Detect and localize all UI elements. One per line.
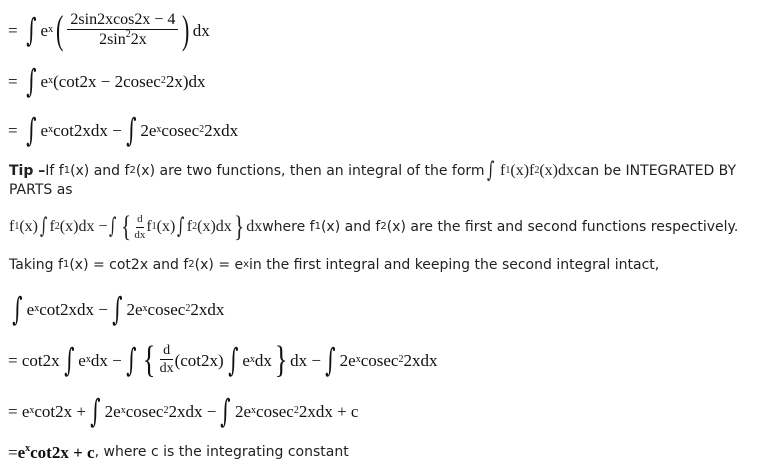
final-answer: $e^x\cot 2x + c$	[17, 442, 95, 462]
integral-sign: ∫	[227, 341, 239, 379]
integral-sign: ∫	[220, 392, 231, 430]
left-paren: (	[56, 7, 64, 52]
tip-line-1: Tip – If f 1 (x) and f 2 (x) are two functions, then an integral of the form ∫ f 1 (x)f 2 (x)dx can be INTEGRATED BY	[9, 158, 737, 183]
taking-line: Taking f 1 (x) = cot2x and f 2 (x) = e x in the first integral and keeping the second integral intact,	[9, 257, 660, 273]
tip-line-2: PARTS as	[9, 182, 73, 198]
integral-sign: ∫	[325, 341, 336, 379]
integral-sign: ∫	[125, 341, 137, 379]
integral-sign: ∫	[125, 111, 137, 149]
integral-sign: ∫	[63, 341, 75, 379]
equation-step-3: = e x cot2x + ∫ 2e x cosec 2 2xdx − ∫ 2e x cosec 2 2xdx + c	[8, 392, 359, 430]
integral-sign: ∫	[12, 290, 23, 328]
dx: dx	[192, 20, 210, 40]
tip-formula: ∫ f 1 (x)f 2 (x)dx	[486, 158, 574, 183]
tip-label: Tip –	[9, 162, 46, 179]
equation-step-1: ∫ e x cot2xdx − ∫ 2e x cosec 2 2xdx	[12, 290, 225, 328]
integral-sign: ∫	[26, 11, 37, 49]
right-paren: )	[182, 7, 190, 52]
integral-sign: ∫	[90, 392, 101, 430]
integral-sign: ∫	[486, 158, 495, 183]
parts-formula-line: f 1 (x) ∫ f 2 (x)dx − ∫ { $\frac{d}{dx}$ f 1 (x) ∫ f 2 (x)dx } dx where f 1 (x) and f 2 (x) are the first and second functions respectively.	[9, 210, 739, 243]
equation-line-3: = ∫ e x cot2xdx − ∫ 2e x cosec 2 2xdx	[8, 111, 239, 149]
exp-base: e	[40, 20, 49, 40]
integral-sign: ∫	[26, 62, 37, 100]
fraction-denominator: $2\sin^22x$	[99, 29, 147, 48]
equation-step-2: = cot2x ∫ e x dx − ∫ { $\frac{d}{dx}$ (cot2x) ∫ e x dx } dx − ∫ 2e x cosec 2 2xdx	[8, 339, 438, 381]
final-description: , where c is the integrating constant	[94, 443, 349, 460]
derivative-fraction: $\frac{d}{dx}$	[159, 343, 174, 376]
fraction	[67, 12, 178, 48]
integral-sign: ∫	[26, 111, 37, 149]
equation-line-2: = ∫ e x (cot2x − 2cosec 2 2x)dx	[8, 62, 206, 100]
parts-formula: f 1 (x) ∫ f 2 (x)dx − ∫ { $\frac{d}{dx}$ f 1 (x) ∫ f 2 (x)dx } dx	[9, 210, 263, 243]
integral-sign: ∫	[111, 290, 123, 328]
fraction-numerator: 2sin2xcos2x − 4	[67, 12, 178, 30]
final-answer-line: = $e^x\cot 2x + c$ , where c is the integrating constant	[8, 442, 349, 462]
equation-line-1: = ∫ e x ( $\frac{2\sin 2xcos2x - 4}{2\sin^22x}$ ) dx	[8, 7, 210, 52]
equals-sign: =	[8, 20, 18, 40]
